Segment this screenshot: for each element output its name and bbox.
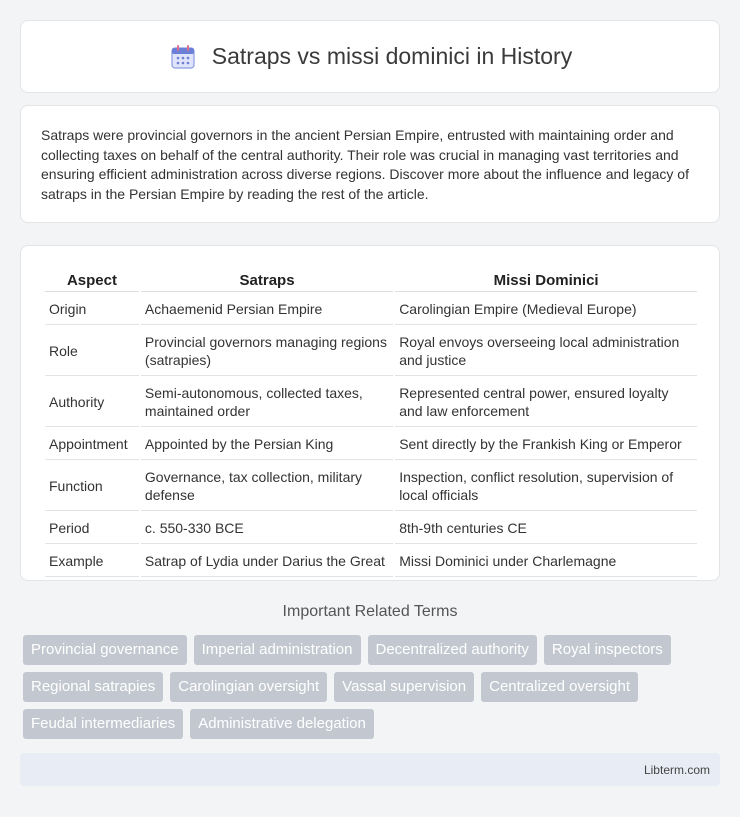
header-inner — [168, 42, 572, 72]
related-terms-title: Important Related Terms — [282, 603, 458, 620]
related-terms-tags — [23, 635, 723, 746]
term-tag[interactable]: Imperial administration — [194, 635, 361, 665]
header-missi-dominici: Missi Dominici — [395, 268, 697, 292]
row-satraps: Achaemenid Persian Empire — [141, 294, 393, 325]
term-tag[interactable]: Regional satrapies — [23, 672, 163, 702]
header-aspect: Aspect — [45, 268, 139, 292]
table-row — [45, 513, 697, 544]
intro-text: Satraps were provincial governors in the ancient Persian Empire, entrusted with maintaining order and collecting taxes on behalf of the central authority. Their role was crucial in managing vast territories and ensuring efficient administration across diverse regions. Discover more about the influence and legacy of satraps in the Persian Empire by reading the rest of the article. — [41, 127, 689, 202]
header-card — [20, 20, 720, 93]
row-satraps: Provincial governors managing regions (satrapies) — [141, 327, 393, 376]
row-missi: 8th-9th centuries CE — [395, 513, 697, 544]
row-aspect: Period — [45, 513, 139, 544]
row-satraps: Semi-autonomous, collected taxes, maintained order — [141, 378, 393, 427]
page-title: Satraps vs missi dominici in History — [211, 43, 573, 69]
row-aspect: Appointment — [45, 429, 139, 460]
row-satraps: Appointed by the Persian King — [141, 429, 393, 460]
row-missi: Carolingian Empire (Medieval Europe) — [395, 294, 697, 325]
term-tag[interactable]: Provincial governance — [23, 635, 187, 665]
table-row — [45, 546, 697, 577]
table-row — [45, 294, 697, 325]
row-missi: Inspection, conflict resolution, supervision of local officials — [395, 462, 697, 511]
table-row — [45, 327, 697, 376]
row-satraps: Satrap of Lydia under Darius the Great — [141, 546, 393, 577]
term-tag[interactable]: Royal inspectors — [544, 635, 671, 665]
term-tag[interactable]: Centralized oversight — [481, 672, 638, 702]
term-tag[interactable]: Carolingian oversight — [170, 672, 327, 702]
comparison-table — [43, 266, 699, 579]
table-row — [45, 429, 697, 460]
footer — [20, 753, 720, 786]
row-satraps: Governance, tax collection, military defense — [141, 462, 393, 511]
row-aspect: Role — [45, 327, 139, 376]
calendar-icon — [168, 42, 198, 72]
header-satraps: Satraps — [141, 268, 393, 292]
row-aspect: Example — [45, 546, 139, 577]
row-missi: Represented central power, ensured loyalty and law enforcement — [395, 378, 697, 427]
term-tag[interactable]: Feudal intermediaries — [23, 709, 183, 739]
term-tag[interactable]: Vassal supervision — [334, 672, 474, 702]
row-missi: Missi Dominici under Charlemagne — [395, 546, 697, 577]
intro-card — [20, 105, 720, 223]
tag-row — [23, 709, 723, 739]
table-header-row — [45, 268, 697, 292]
row-satraps: c. 550-330 BCE — [141, 513, 393, 544]
row-aspect: Origin — [45, 294, 139, 325]
term-tag[interactable]: Decentralized authority — [368, 635, 537, 665]
table-row — [45, 462, 697, 511]
footer-site-link[interactable]: Libterm.com — [643, 762, 710, 777]
tag-row — [23, 672, 723, 702]
term-tag[interactable]: Administrative delegation — [190, 709, 374, 739]
comparison-table-card — [20, 245, 720, 581]
tag-row — [23, 635, 723, 665]
table-row — [45, 378, 697, 427]
row-missi: Sent directly by the Frankish King or Emperor — [395, 429, 697, 460]
row-missi: Royal envoys overseeing local administration and justice — [395, 327, 697, 376]
row-aspect: Function — [45, 462, 139, 511]
row-aspect: Authority — [45, 378, 139, 427]
